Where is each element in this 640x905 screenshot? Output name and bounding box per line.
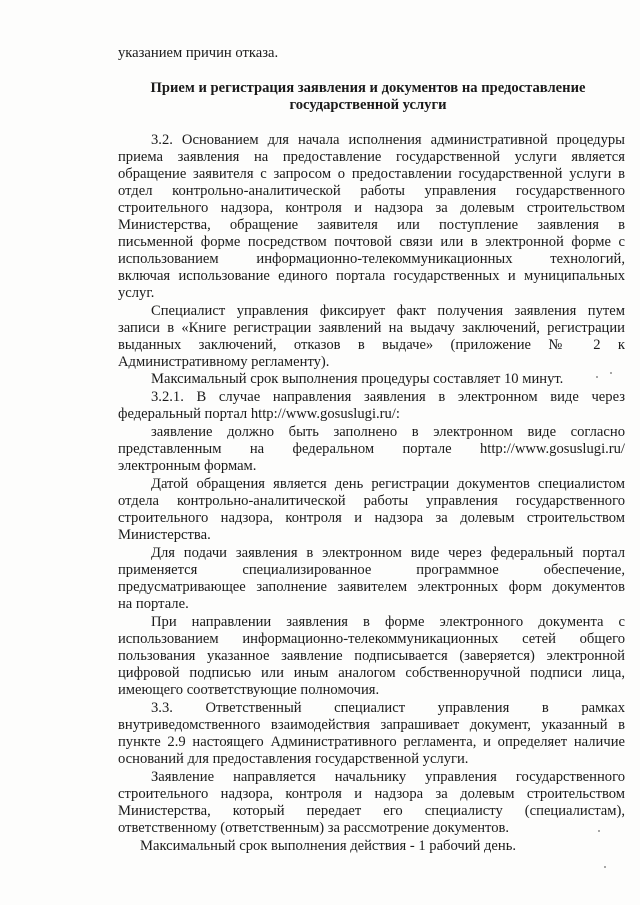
- paragraph-line: Административному регламенту).: [118, 354, 330, 370]
- scan-speck: [596, 376, 598, 378]
- paragraph-line: Специалист управления фиксирует факт получения заявления путем: [151, 303, 625, 319]
- paragraph-line: приема заявления на предоставление государственной услуги является: [118, 149, 625, 165]
- paragraph-line: записи в «Книге регистрации заявлений на выдачу заключений, регистрации: [118, 320, 625, 336]
- paragraph-line: услуг.: [118, 285, 155, 301]
- paragraph-line: Датой обращения является день регистрации документов специалистом: [151, 476, 625, 492]
- paragraph-line: отдел контрольно-аналитической работы управления государственного: [118, 183, 625, 199]
- paragraph-line: Министерства, который передает его специалисту (специалистам),: [118, 803, 625, 819]
- paragraph-line: применяется специализированное программное обеспечение,: [118, 562, 625, 578]
- paragraph-line: имеющего соответствующие полномочия.: [118, 682, 380, 698]
- paragraph-line: выданных заключений, отказов в выдаче» (приложение № 2 к: [118, 337, 625, 353]
- continued-text-line: указанием причин отказа.: [118, 45, 279, 61]
- paragraph-line: Максимальный срок выполнения процедуры составляет 10 минут.: [151, 371, 564, 387]
- paragraph-line: пункте 2.9 настоящего Административного регламента, и определяет наличие: [118, 734, 625, 750]
- paragraph-line: заявление должно быть заполнено в электронном виде согласно: [151, 424, 625, 440]
- paragraph-line: внутриведомственного взаимодействия запрашивает документ, указанный в: [118, 717, 625, 733]
- scan-speck: [610, 372, 612, 374]
- paragraph-line: Для подачи заявления в электронном виде через федеральный портал: [151, 545, 625, 561]
- paragraph-line: Максимальный срок выполнения действия - 1 рабочий день.: [140, 838, 517, 854]
- paragraph-line: строительного надзора, контроля и надзора за долевым строительством: [118, 786, 625, 802]
- paragraph-line: 3.2.1. В случае направления заявления в электронном виде через: [151, 389, 625, 405]
- paragraph-line: ответственному (ответственным) за рассмотрение документов.: [118, 820, 510, 836]
- paragraph-line: пользования указанное заявление подписывается (заверяется) электронной: [118, 648, 625, 664]
- paragraph-line: отдела контрольно-аналитической работы управления государственного: [118, 493, 625, 509]
- paragraph-line: строительного надзора, контроля и надзора за долевым строительством: [118, 510, 625, 526]
- paragraph-line: на портале.: [118, 596, 189, 612]
- paragraph-line: электронным формам.: [118, 458, 257, 474]
- paragraph-line: оснований для предоставления государственной услуги.: [118, 751, 469, 767]
- scan-speck: [604, 866, 606, 868]
- paragraph-line: Министерства, обращение заявителя или поступление заявления в: [118, 217, 625, 233]
- paragraph-line: цифровой подписью или иным аналогом собственноручной подписи лица,: [118, 665, 625, 681]
- section-heading: Прием и регистрация заявления и документов на предоставление: [150, 80, 586, 96]
- paragraph-line: использованием информационно-телекоммуникационных технологий,: [118, 251, 625, 267]
- paragraph-line: включая использование единого портала государственных и муниципальных: [118, 268, 625, 284]
- paragraph-line: Министерства.: [118, 527, 211, 543]
- paragraph-line: федеральный портал http://www.gosuslugi.ru/:: [118, 406, 400, 422]
- scan-speck: [598, 830, 600, 832]
- paragraph-line: 3.3. Ответственный специалист управления в рамках: [151, 700, 625, 716]
- section-heading: государственной услуги: [289, 97, 447, 113]
- paragraph-line: строительного надзора, контроля и надзора за долевым строительством: [118, 200, 625, 216]
- paragraph-line: письменной форме посредством почтовой связи или в электронной форме с: [118, 234, 625, 250]
- paragraph-line: предусматривающее заполнение заявителем электронных форм документов: [118, 579, 625, 595]
- paragraph-line: Заявление направляется начальнику управления государственного: [151, 769, 625, 785]
- paragraph-line: представленным на федеральном портале http://www.gosuslugi.ru/: [118, 441, 625, 457]
- paragraph-line: 3.2. Основанием для начала исполнения административной процедуры: [151, 132, 625, 148]
- paragraph-line: обращение заявителя с запросом о предоставлении государственной услуги в: [118, 166, 625, 182]
- paragraph-line: использованием информационно-телекоммуникационных сетей общего: [118, 631, 625, 647]
- paragraph-line: При направлении заявления в форме электронного документа с: [151, 614, 625, 630]
